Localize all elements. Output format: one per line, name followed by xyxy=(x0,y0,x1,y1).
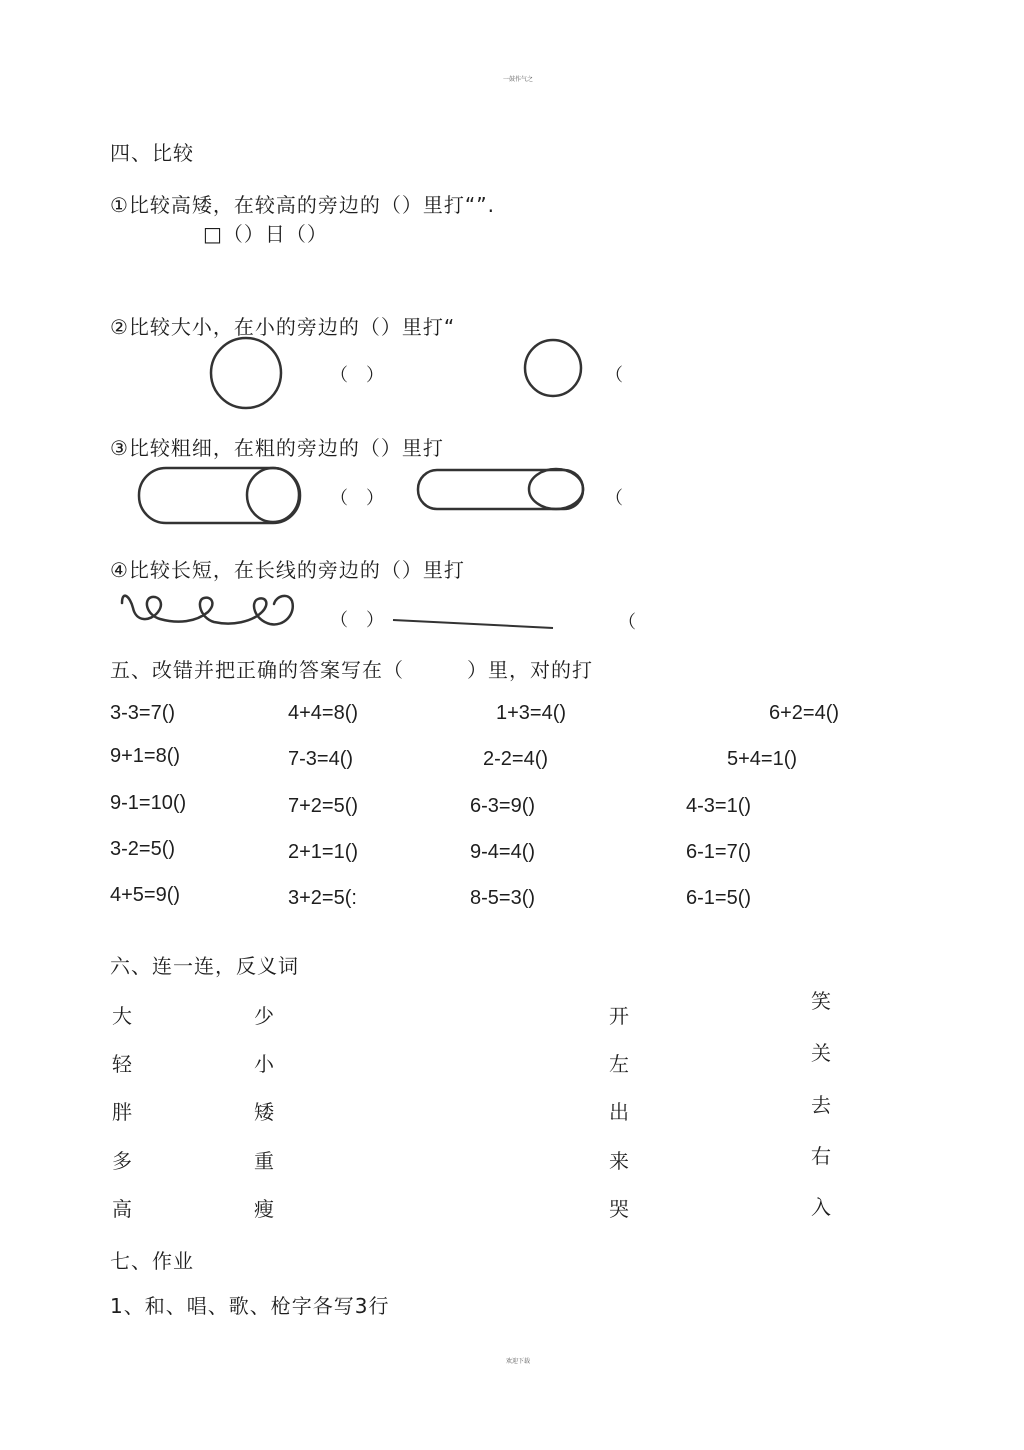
eq-r4-c2[interactable]: 2+1=1() xyxy=(288,841,359,863)
word-col4-2[interactable]: 关 xyxy=(811,1041,832,1065)
q2-paren-2[interactable]: （ xyxy=(605,365,623,386)
eq-r1-c2[interactable]: 4+4=8() xyxy=(288,702,359,724)
word-col1-4[interactable]: 多 xyxy=(112,1149,133,1173)
straight-line xyxy=(393,620,553,628)
word-col4-4[interactable]: 右 xyxy=(811,1144,832,1168)
eq-r2-c2[interactable]: 7-3=4() xyxy=(288,748,354,770)
section4-title: 四、比较 xyxy=(110,141,194,165)
header-note: 一鼓作气之 xyxy=(503,76,534,83)
eq-r2-c1[interactable]: 9+1=8() xyxy=(110,745,181,767)
q1-text: ①比较高矮，在较高的旁边的（）里打“”. xyxy=(110,193,496,217)
thin-rod xyxy=(418,469,583,509)
q3-paren-1[interactable]: （ ） xyxy=(330,488,384,509)
word-col1-3[interactable]: 胖 xyxy=(112,1100,133,1124)
q3-paren-2[interactable]: （ xyxy=(605,488,623,509)
section5-title: 五、改错并把正确的答案写在（ ）里，对的打 xyxy=(110,658,593,682)
eq-r4-c4[interactable]: 6-1=7() xyxy=(686,841,752,863)
eq-r2-c4[interactable]: 5+4=1() xyxy=(727,748,798,770)
eq-r3-c3[interactable]: 6-3=9() xyxy=(470,795,536,817)
eq-r2-c3[interactable]: 2-2=4() xyxy=(483,748,549,770)
homework-task: 1、和、唱、歌、枪字各写3行 xyxy=(110,1294,390,1318)
q4-paren-2[interactable]: （ xyxy=(618,612,636,633)
large-circle xyxy=(211,338,281,408)
footer-note: 欢迎下载 xyxy=(506,1358,531,1365)
word-col2-5[interactable]: 瘦 xyxy=(254,1197,275,1221)
eq-r5-c4[interactable]: 6-1=5() xyxy=(686,887,752,909)
eq-r3-c4[interactable]: 4-3=1() xyxy=(686,795,752,817)
eq-r3-c1[interactable]: 9-1=10() xyxy=(110,792,187,814)
eq-r4-c1[interactable]: 3-2=5() xyxy=(110,838,176,860)
eq-r3-c2[interactable]: 7+2=5() xyxy=(288,795,359,817)
word-col4-3[interactable]: 去 xyxy=(811,1093,832,1117)
q4-text: ④比较长短，在长线的旁边的（）里打 xyxy=(110,558,465,582)
section6-title: 六、连一连，反义词 xyxy=(110,954,299,978)
q2-text: ②比较大小，在小的旁边的（）里打“ xyxy=(110,315,456,339)
eq-r5-c3[interactable]: 8-5=3() xyxy=(470,887,536,909)
eq-r4-c3[interactable]: 9-4=4() xyxy=(470,841,536,863)
eq-r5-c1[interactable]: 4+5=9() xyxy=(110,884,181,906)
q3-text: ③比较粗细，在粗的旁边的（）里打 xyxy=(110,436,444,460)
word-col2-3[interactable]: 矮 xyxy=(254,1100,275,1124)
q2-paren-1[interactable]: （ ） xyxy=(330,365,384,386)
q4-paren-1[interactable]: （ ） xyxy=(330,610,384,631)
word-col1-2[interactable]: 轻 xyxy=(112,1052,133,1076)
eq-r1-c3[interactable]: 1+3=4() xyxy=(496,702,567,724)
small-circle xyxy=(525,340,581,396)
word-col3-2[interactable]: 左 xyxy=(609,1052,630,1076)
eq-r5-c2[interactable]: 3+2=5(: xyxy=(288,887,357,909)
q1-options: □（）日（） xyxy=(203,222,328,246)
word-col2-4[interactable]: 重 xyxy=(254,1149,275,1173)
word-col2-2[interactable]: 小 xyxy=(254,1052,275,1076)
word-col2-1[interactable]: 少 xyxy=(254,1004,275,1028)
word-col3-1[interactable]: 开 xyxy=(609,1004,630,1028)
word-col4-5[interactable]: 入 xyxy=(811,1195,832,1219)
curly-line xyxy=(122,596,293,625)
eq-r1-c1[interactable]: 3-3=7() xyxy=(110,702,176,724)
thick-rod xyxy=(139,468,300,523)
word-col3-3[interactable]: 出 xyxy=(609,1100,630,1124)
section7-title: 七、作业 xyxy=(110,1249,194,1273)
word-col1-5[interactable]: 高 xyxy=(112,1197,133,1221)
word-col1-1[interactable]: 大 xyxy=(112,1004,133,1028)
eq-r1-c4[interactable]: 6+2=4() xyxy=(769,702,840,724)
word-col4-1[interactable]: 笑 xyxy=(811,989,832,1013)
word-col3-4[interactable]: 来 xyxy=(609,1149,630,1173)
word-col3-5[interactable]: 哭 xyxy=(609,1197,630,1221)
